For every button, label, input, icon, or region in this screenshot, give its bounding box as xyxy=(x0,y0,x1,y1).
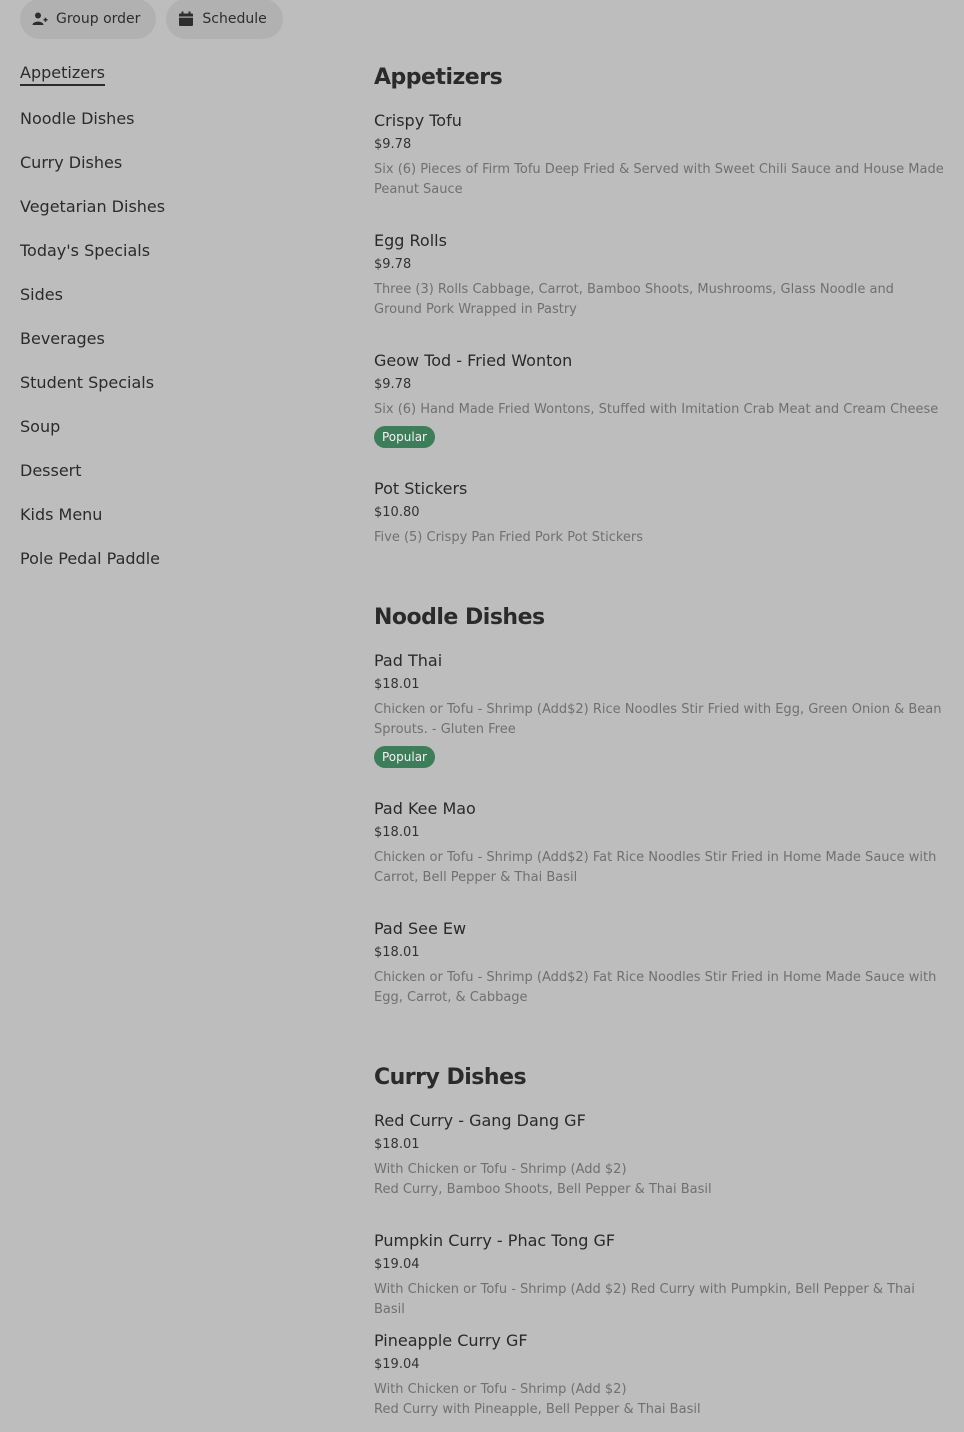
item-name: Egg Rolls xyxy=(374,231,447,250)
sidebar-item-dessert[interactable] xyxy=(20,460,320,504)
section-title-appetizers: Appetizers xyxy=(374,65,503,90)
item-description: Three (3) Rolls Cabbage, Carrot, Bamboo Shoots, Mushrooms, Glass Noodle and Ground Pork Wrapped in Pastry xyxy=(374,282,894,317)
sidebar-item-label: Student Specials xyxy=(20,373,155,392)
item-name: Red Curry - Gang Dang GF xyxy=(374,1111,586,1130)
menu-item[interactable] xyxy=(374,1111,944,1200)
item-description: Six (6) Hand Made Fried Wontons, Stuffed with Imitation Crab Meat and Cream Cheese xyxy=(374,402,939,417)
item-name: Pad Thai xyxy=(374,651,443,670)
sidebar-item-label: Vegetarian Dishes xyxy=(20,197,166,216)
menu-item[interactable] xyxy=(374,919,944,1008)
item-name: Pot Stickers xyxy=(374,479,468,498)
item-price: $19.04 xyxy=(374,1257,420,1272)
item-description: Chicken or Tofu - Shrimp (Add$2) Fat Rice Noodles Stir Fried in Home Made Sauce with Carrot, Bell Pepper & Thai Basil xyxy=(374,850,937,885)
item-name: Pineapple Curry GF xyxy=(374,1331,528,1350)
schedule-button[interactable] xyxy=(166,0,282,39)
sidebar-item-label: Noodle Dishes xyxy=(20,109,135,128)
category-sidebar xyxy=(20,62,320,592)
schedule-label: Schedule xyxy=(202,11,267,27)
item-price: $19.04 xyxy=(374,1357,420,1372)
menu-item[interactable] xyxy=(374,111,944,200)
popular-badge: Popular xyxy=(374,746,435,768)
item-name: Pad Kee Mao xyxy=(374,799,476,818)
sidebar-item-label: Appetizers xyxy=(20,63,105,86)
menu-item[interactable] xyxy=(374,351,944,448)
item-price: $9.78 xyxy=(374,257,412,272)
sidebar-item-pole-pedal-paddle[interactable] xyxy=(20,548,320,592)
calendar-icon xyxy=(178,11,194,27)
section-title-curry-dishes: Curry Dishes xyxy=(374,1065,527,1090)
item-name: Pad See Ew xyxy=(374,919,467,938)
sidebar-item-label: Pole Pedal Paddle xyxy=(20,549,160,568)
sidebar-item-label: Kids Menu xyxy=(20,505,103,524)
sidebar-item-label: Curry Dishes xyxy=(20,153,123,172)
menu-item[interactable] xyxy=(374,799,944,888)
add-person-icon xyxy=(32,11,48,27)
sidebar-item-appetizers[interactable] xyxy=(20,62,320,108)
item-description: Chicken or Tofu - Shrimp (Add$2) Rice Noodles Stir Fried with Egg, Green Onion & Bean Sprouts. - Gluten Free xyxy=(374,702,942,737)
item-name: Pumpkin Curry - Phac Tong GF xyxy=(374,1231,616,1250)
menu-item[interactable] xyxy=(374,1331,944,1420)
item-price: $10.80 xyxy=(374,505,420,520)
popular-badge: Popular xyxy=(374,426,435,448)
item-description: Chicken or Tofu - Shrimp (Add$2) Fat Rice Noodles Stir Fried in Home Made Sauce with Egg, Carrot, & Cabbage xyxy=(374,970,937,1005)
group-order-label: Group order xyxy=(56,11,141,27)
sidebar-item-curry-dishes[interactable] xyxy=(20,152,320,196)
item-price: $18.01 xyxy=(374,945,420,960)
item-name: Crispy Tofu xyxy=(374,111,462,130)
item-description: With Chicken or Tofu - Shrimp (Add $2) Red Curry with Pumpkin, Bell Pepper & Thai Basil xyxy=(374,1282,915,1317)
section-title-noodle-dishes: Noodle Dishes xyxy=(374,605,545,630)
item-description: With Chicken or Tofu - Shrimp (Add $2) Red Curry with Pineapple, Bell Pepper & Thai Basil xyxy=(374,1382,701,1417)
sidebar-item-beverages[interactable] xyxy=(20,328,320,372)
item-price: $9.78 xyxy=(374,377,412,392)
sidebar-item-sides[interactable] xyxy=(20,284,320,328)
item-price: $18.01 xyxy=(374,1137,420,1152)
item-price: $9.78 xyxy=(374,137,412,152)
sidebar-item-vegetarian-dishes[interactable] xyxy=(20,196,320,240)
group-order-button[interactable] xyxy=(20,0,156,39)
item-name: Geow Tod - Fried Wonton xyxy=(374,351,573,370)
sidebar-item-label: Sides xyxy=(20,285,63,304)
sidebar-item-label: Soup xyxy=(20,417,61,436)
sidebar-item-label: Dessert xyxy=(20,461,82,480)
item-description: Five (5) Crispy Pan Fried Pork Pot Stickers xyxy=(374,530,644,545)
sidebar-item-student-specials[interactable] xyxy=(20,372,320,416)
menu-item[interactable] xyxy=(374,479,944,548)
sidebar-item-label: Today's Specials xyxy=(20,241,151,260)
menu-item[interactable] xyxy=(374,1231,944,1320)
sidebar-item-label: Beverages xyxy=(20,329,105,348)
item-price: $18.01 xyxy=(374,825,420,840)
sidebar-item-noodle-dishes[interactable] xyxy=(20,108,320,152)
top-toolbar xyxy=(20,0,283,39)
menu-item[interactable] xyxy=(374,651,944,768)
item-description: Six (6) Pieces of Firm Tofu Deep Fried & Served with Sweet Chili Sauce and House Made Peanut Sauce xyxy=(374,162,944,197)
sidebar-item-soup[interactable] xyxy=(20,416,320,460)
sidebar-item-kids-menu[interactable] xyxy=(20,504,320,548)
item-description: With Chicken or Tofu - Shrimp (Add $2) Red Curry, Bamboo Shoots, Bell Pepper & Thai Basil xyxy=(374,1162,712,1197)
sidebar-item-todays-specials[interactable] xyxy=(20,240,320,284)
item-price: $18.01 xyxy=(374,677,420,692)
menu-item[interactable] xyxy=(374,231,944,320)
